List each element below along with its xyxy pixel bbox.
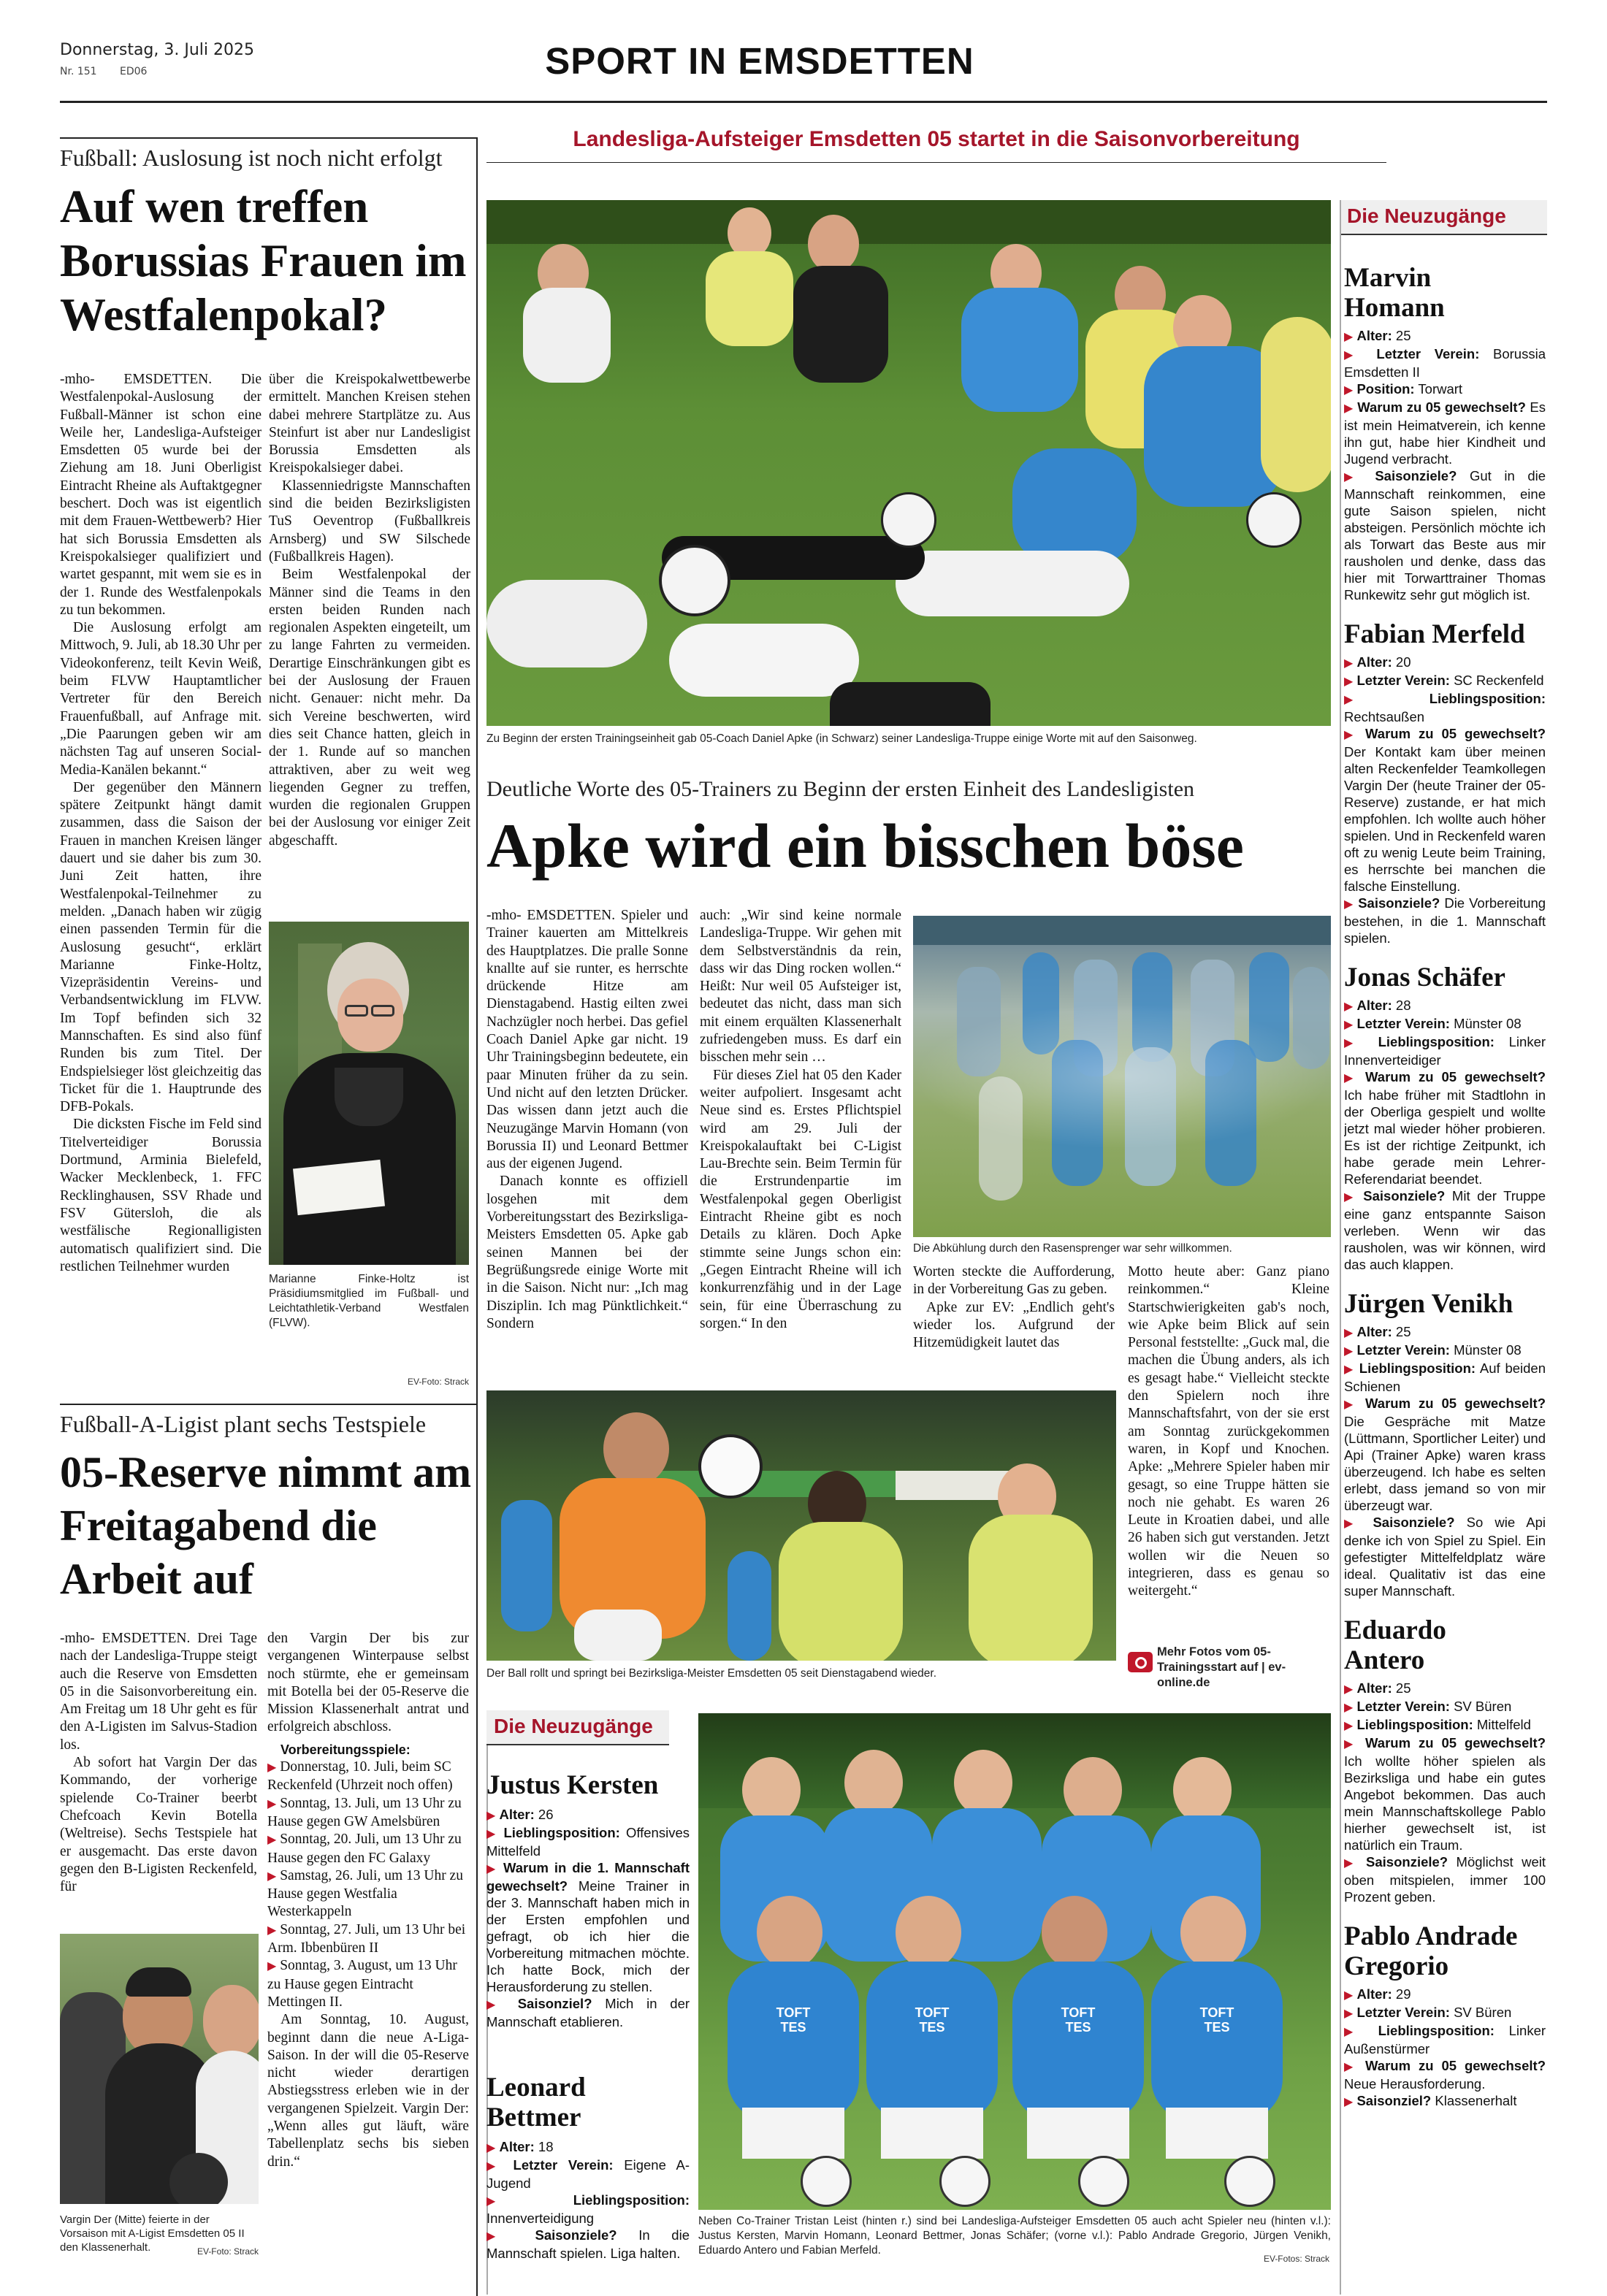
- shirt-sponsor: TOFT TES: [915, 2005, 950, 2035]
- paragraph: Beim Westfalenpokal der Männer sind die Teams in den ersten beiden Runden nach regionalen Aspekten eingeteilt, um zu lange Fahrten zu vermeiden. Derartige Einschränkungen gibt es bei der Auslosung der Frauen nicht. Genauer: nicht mehr. Da sich Vereine beschwerten, wird dies seit Chance hatten, gleich in der 1. Runde auf so manchen attraktiven, aber zu weit weg liegenden Gegner zu treffen, wurden die regionalen Gruppen bei der Auslosung vor einiger Zeit abgeschafft.: [269, 567, 470, 849]
- schedule-item: ▶ Sonntag, 20. Juli, um 13 Uhr zu Hause gegen den FC Galaxy: [267, 1832, 462, 1866]
- bullet-icon: ▶: [267, 1924, 277, 1937]
- reserve-col1: [60, 1630, 257, 1925]
- bullet-icon: ▶: [267, 1870, 277, 1883]
- ball-photo: [486, 1390, 1116, 1661]
- schedule-item: ▶ Sonntag, 13. Juli, um 13 Uhr zu Hause gegen GW Amelsbüren: [267, 1795, 462, 1829]
- team-photo: [698, 1713, 1331, 2210]
- main-col1: [486, 907, 688, 1389]
- schedule-title: Vorbereitungsspiele:: [280, 1742, 411, 1757]
- vargin-der-credit: EV-Foto: Strack: [196, 2246, 259, 2257]
- player-antero: Eduardo Antero ▶ Alter: 25 ▶ Letzter Verein: SV Büren ▶ Lieblingsposition: Mittelfeld ▶ Warum zu 05 gewechselt? Ich wollte höher spielen als Bezirksliga und habe ein gutes Angebot bekommen. Das auch mein Mannschaftskollege Pablo hierher gewechselt ist, ist natürlich ein Traum. ▶ Saisonziele? Möglichst weit oben mitspielen, immer 100 Prozent geben.: [1344, 1615, 1546, 1905]
- schedule-list: [267, 1759, 469, 2011]
- right-neuzugaenge-header: Die Neuzugänge: [1341, 200, 1547, 235]
- paragraph: -mho- EMSDETTEN. Drei Tage nach der Landesliga-Truppe steigt auch die Reserve von Emsdetten 05 in die Saisonvorbereitung ein. Am Freitag um 18 Uhr geht es für den A-Ligisten im Salvus-Stadion los.: [60, 1631, 257, 1753]
- schedule-item: ▶ Donnerstag, 10. Juli, beim SC Reckenfeld (Uhrzeit noch offen): [267, 1759, 453, 1794]
- paragraph: Ab sofort hat Vargin Der das Kommando, der vorherige spielende Co-Trainer beerbt Chefcoach Kevin Botella (Weltreise). Sechs Testspiele hat er ausgemacht. Das erste davon gegen den B-Ligisten Reckenfeld, für: [60, 1755, 257, 1895]
- paragraph: auch: „Wir sind keine normale Landesliga-Truppe. Wir gehen mit dem Selbstverständnis da rein, dass wir das Ding rocken wollen.“ Heißt: Nur weil 05 Aufsteiger ist, bedeutet das nicht, dass man sich mit einem erquälten Klassenerhalt zufriedengeben muss. Es darf ein bisschen mehr sein …: [700, 908, 901, 1065]
- masthead-issue: Nr. 151: [60, 66, 97, 77]
- player-andrade-gregorio: Pablo Andrade Gregorio ▶ Alter: 29 ▶ Letzter Verein: SV Büren ▶ Lieblingsposition: Linker Außenstürmer ▶ Warum zu 05 gewechselt? Neue Herausforderung. ▶ Saisonziel? Klassenerhalt: [1344, 1921, 1546, 2108]
- reserve-top-rule: [60, 1404, 476, 1405]
- mid-player-bettmer: Leonard Bettmer ▶ Alter: 18 ▶ Letzter Verein: Eigene A-Jugend ▶ Lieblingsposition: Innenverteidigung ▶ Saisonziele? In die Mannschaft spielen. Liga halten.: [486, 2073, 690, 2261]
- reserve-col2: [267, 1630, 469, 2171]
- paragraph: Am Sonntag, 10. August, beginnt dann die neue A-Liga-Saison. In der will die 05-Reserve nicht wieder derartigen Abstiegsstress erleben wie in der vergangenen Spielzeit. Vargin Der: „Wenn alles gut läuft, wäre Tabellenplatz sechs bis sieben drin.“: [267, 2012, 469, 2170]
- paragraph: -mho- EMSDETTEN. Spieler und Trainer kauerten am Mittelkreis des Hauptplatzes. Die pralle Sonne knallte auf sie runter, es herrschte drückende Hitze am Dienstagabend. Hastig eilten zwei Nachzügler noch herbei. Das gefiel Coach Daniel Apke gar nicht. 19 Uhr Trainingsbeginn bedeutete, ein paar Minuten früher da zu sein. Und nicht auf den letzten Drücker. Das wissen dann jetzt auch die Neuzugänge Marvin Homann (von Borussia II) und Leonard Bettmer aus der eigenen Jugend.: [486, 908, 688, 1172]
- right-player-list: [1344, 263, 1546, 2293]
- more-photos-link[interactable]: Mehr Fotos vom 05-Trainingsstart auf | ev-online.de: [1157, 1645, 1286, 1689]
- shirt-sponsor: TOFT TES: [776, 2005, 811, 2035]
- paragraph: Danach konnte es offiziell losgehen mit dem Vorbereitungsstart des Bezirksliga-Meisters Emsdetten 05. Apke gab seinen Mannen bei der Begrüßungsrede einige Worte mit in die Saison. Nicht nur: „Ich mag Disziplin. Ich mag Pünktlichkeit.“ Sondern: [486, 1174, 688, 1331]
- left-col2: [269, 371, 470, 911]
- main-col3: [913, 1263, 1115, 1388]
- paragraph: Apke zur EV: „Endlich geht's wieder los. Aufgrund der Hitzemüdigkeit lautet das: [913, 1299, 1115, 1351]
- left-top-rule: [60, 137, 476, 139]
- finke-holtz-photo: [269, 922, 469, 1265]
- right-box-border: [1340, 200, 1341, 2295]
- huddle-caption: Zu Beginn der ersten Trainingseinheit gab 05-Coach Daniel Apke (in Schwarz) seiner Landesliga-Truppe einige Worte mit auf den Saisonweg.: [486, 732, 1197, 745]
- banner-rule: [486, 162, 1386, 163]
- reserve-kicker: Fußball-A-Ligist plant sechs Testspiele: [60, 1411, 427, 1437]
- masthead-edition: ED06: [120, 66, 148, 77]
- mid-player-kersten: Justus Kersten ▶ Alter: 26 ▶ Lieblingsposition: Offensives Mittelfeld ▶ Warum in die 1. Mannschaft gewechselt? Meine Trainer in der 3. Mannschaft haben mich in der Ersten empfohlen und gefragt, ob ich hier die Vorbereitung mitmachen möchte. Ich hatte Bock, mich der Herausforderung zu stellen. ▶ Saisonziel? Mich in der Mannschaft etablieren.: [486, 1770, 690, 2029]
- paragraph: Die Auslosung erfolgt am Mittwoch, 9. Juli, ab 18.30 Uhr per Videokonferenz, teilt Kevin Weiß, beim FLVW Hauptamtlicher Vertreter für den Bereich Frauenfußball, auf Anfrage mit. „Die Paarungen geben wir am nächsten Tag auf unseren Social-Media-Kanälen bekannt.“: [60, 620, 262, 778]
- paragraph: Die dicksten Fische im Feld sind Titelverteidiger Borussia Dortmund, Arminia Bielefeld, Wacker Mecklenbeck, 1. FFC Recklinghausen, SSV Rhade und FSV Gütersloh, die als westfälische Regionalligisten automatisch qualifiziert sind. Die restlichen Teilnehmer wurden: [60, 1117, 262, 1274]
- main-col4: [1128, 1263, 1329, 1650]
- bullet-icon: ▶: [267, 1960, 277, 1973]
- left-col1: [60, 371, 262, 1389]
- player-schaefer: Jonas Schäfer ▶ Alter: 28 ▶ Letzter Verein: Münster 08 ▶ Lieblingsposition: Linker Innenverteidiger ▶ Warum zu 05 gewechselt? Ich habe früher mit Stadtlohn in der Oberliga gespielt und wollte jetzt mal wieder höher probieren. Es ist der richtige Zeitpunkt, ich habe gerade mein Lehrer-Referendariat beendet. ▶ Saisonziele? Mit der Truppe eine ganz entspannte Saison verleben. Wenn wir das rausholen, was wir können, wird das auch klappen.: [1344, 963, 1546, 1272]
- ball-caption: Der Ball rollt und springt bei Bezirksliga-Meister Emsdetten 05 seit Dienstagabend wieder.: [486, 1667, 936, 1680]
- player-merfeld: Fabian Merfeld ▶ Alter: 20 ▶ Letzter Verein: SC Reckenfeld ▶ Lieblingsposition: Rechtsaußen ▶ Warum zu 05 gewechselt? Der Kontakt kam über meinen alten Reckenfelder Teamkollegen Vargin Der (heute Trainer der 05-Reserve) zustande, er hat mich empfohlen. Ich wollte auch höher spielen. Und in Reckenfeld waren oft zu wenig Leute beim Training, es herrschte bei manchen die falsche Einstellung. ▶ Saisonziele? Die Vorbereitung bestehen, in die 1. Mannschaft spielen.: [1344, 619, 1546, 946]
- left-column-divider: [476, 137, 478, 2296]
- schedule-item: ▶ Sonntag, 27. Juli, um 13 Uhr bei Arm. Ibbenbüren II: [267, 1921, 466, 1956]
- section-title: SPORT IN EMSDETTEN: [545, 40, 974, 82]
- paragraph: Worten steckte die Aufforderung, in der Vorbereitung Gas zu geben.: [913, 1264, 1115, 1298]
- masthead-rule: [60, 101, 1547, 103]
- left-kicker: Fußball: Auslosung ist noch nicht erfolgt: [60, 145, 443, 171]
- sprinkler-caption: Die Abkühlung durch den Rasensprenger war sehr willkommen.: [913, 1242, 1232, 1255]
- player-homann: Marvin Homann ▶ Alter: 25 ▶ Letzter Verein: Borussia Emsdetten II ▶ Position: Torwart ▶ Warum zu 05 gewechselt? Es ist mein Heimatverein, ich kenne ihn gut, habe hier Kindheit und Jugend verbracht. ▶ Saisonziele? Gut in die Mannschaft reinkommen, eine gute Saison spielen, nicht absteigen. Persönlich möchte ich als Torwart das Beste aus mir rausholen und denke, dass das hier mit Torwarttrainer Thomas Runkewitz sehr gut möglich ist.: [1344, 263, 1546, 602]
- banner-headline: Landesliga-Aufsteiger Emsdetten 05 startet in die Saisonvorbereitung: [573, 127, 1300, 151]
- main-headline: Apke wird ein bisschen böse: [486, 811, 1244, 881]
- schedule-item: ▶ Sonntag, 3. August, um 13 Uhr zu Hause gegen Eintracht Mettingen II.: [267, 1958, 457, 2010]
- paragraph: Der gegenüber den Männern spätere Zeitpunkt hängt damit zusammen, dass die Saison der Frauen in manchen Kreisen länger dauert und sie daher bis zum 30. Juni Zeit hatten, ihre Westfalenpokal-Teilnehmer zu melden. „Danach haben wir zügig einen passenden Termin für die Auslosung gesucht“, erklärt Marianne Finke-Holtz, Vizepräsidentin Vereins- und Verbandsentwicklung im FLVW. Im Topf befinden sich 32 Mannschaften. Es sind also fünf Runden bis zum Titel. Der Endspielsieger löst gleichzeitig das Ticket für die 1. Hauptrunde des DFB-Pokals.: [60, 779, 262, 1115]
- schedule-item: ▶ Samstag, 26. Juli, um 13 Uhr zu Hause gegen Westfalia Westerkappeln: [267, 1867, 463, 1920]
- mid-neuzugaenge-header: Die Neuzugänge: [486, 1710, 669, 1745]
- paragraph: Klassenniedrigste Mannschaften sind die beiden Bezirksligisten TuS Oeventrop (Fußballkreis Arnsberg) und SW Silschede (Fußballkreis Hagen).: [269, 478, 470, 565]
- bullet-icon: ▶: [267, 1834, 277, 1847]
- main-col2: [700, 907, 901, 1389]
- paragraph: -mho- EMSDETTEN. Die Westfalenpokal-Auslosung der Fußball-Männer ist schon eine Weile her, Landesliga-Aufsteiger Emsdetten 05 wurde bei der Ziehung am 18. Juni Oberligist Eintracht Rheine als Auftaktgegner beschert. Doch was ist eigentlich mit dem Frauen-Wettbewerb? Hier hat sich Borussia Emsdetten als Kreispokalsieger qualifiziert und wartet gespannt, mit wem sie es in der 1. Runde des Westfalenpokals zu tun bekommen.: [60, 372, 262, 618]
- paragraph: Motto heute aber: Ganz piano reinkommen.“ Kleine Startschwierigkeiten gab's noch, wie Apke beim Blick auf sein Personal feststellte: „Guck mal, die machen die Übung anders, als ich es gesagt habe.“ Vielleicht steckte den Spielern noch ihre Mannschaftsfahrt, von der sie erst am Sonntag zurückgekommen waren, in Kopf und Knochen. Apke: „Mehrere Spieler haben mir gesagt, so eine Truppe hätten sie noch nie gehabt. Es waren 26 Leute in Kroatien dabei, und alle 26 haben sich gut verstanden. Jetzt wollen wir die Neuen so integrieren, dass es genau so weitergeht.“: [1128, 1264, 1329, 1599]
- sprinkler-photo: [913, 916, 1331, 1237]
- paragraph: über die Kreispokalwettbewerbe ermittelt. Manchen Kreisen stehen dabei mehrere Startplätze zu. Aus Steinfurt ist aber nur Landesligist Borussia Emsdetten als Kreispokalsieger dabei.: [269, 372, 470, 476]
- bullet-icon: ▶: [267, 1797, 277, 1810]
- finke-holtz-credit: EV-Foto: Strack: [407, 1377, 469, 1387]
- training-huddle-photo: [486, 200, 1331, 726]
- bullet-icon: ▶: [267, 1761, 277, 1775]
- vargin-der-photo: [60, 1934, 259, 2204]
- team-credit: EV-Fotos: Strack: [1263, 2254, 1329, 2264]
- vargin-der-caption: Vargin Der (Mitte) feierte in der Vorsaison mit A-Ligist Emsdetten 05 II den Klassenerhalt.: [60, 2213, 245, 2254]
- team-caption: Neben Co-Trainer Tristan Leist (hinten r.) sind bei Landesliga-Aufsteiger Emsdetten 05 auch acht Spieler neu (hinten v.l.): Justus Kersten, Marvin Homann, Leonard Bettmer, Jonas Schäfer; (vorne v.l.): Pablo Andrade Gregorio, Jürgen Venikh, Eduardo Antero und Fabian Merfeld.: [698, 2215, 1331, 2257]
- paragraph: den Vargin Der bis zur vergangenen Winterpause selbst noch stürmte, ehe er gemeinsam mit Botella bei der 05-Reserve die Mission Klassenerhalt antrat und erfolgreich abschloss.: [267, 1631, 469, 1735]
- shirt-sponsor: TOFT TES: [1061, 2005, 1096, 2035]
- paragraph: Für dieses Ziel hat 05 den Kader weiter aufpoliert. Insgesamt acht Neue sind es. Erstes Pflichtspiel wird am 29. Juli der Kreispokalauftakt bei C-Ligist Lau-Brechte sein. Beim Termin für die Erstrundenpartie im Westfalenpokal gegen Oberligist Eintracht Rheine gibt es noch Details zu klären. Doch Apke stimmte seine Jungs schon ein: „Gegen Eintracht Rheine will ich konkurrenzfähig und in der Lage sein, für eine Überraschung zu sorgen.“ In den: [700, 1067, 901, 1331]
- player-venikh: Jürgen Venikh ▶ Alter: 25 ▶ Letzter Verein: Münster 08 ▶ Lieblingsposition: Auf beiden Schienen ▶ Warum zu 05 gewechselt? Die Gespräche mit Matze (Lüttmann, Sportlicher Leiter) und Api (Trainer Apke) waren krass überzeugend. Ich habe es selten erlebt, dass jemand so von mir überzeugt war. ▶ Saisonziele? So wie Api denke ich von Spiel zu Spiel. Ein gefestigter Mittelfeldplatz wäre ideal. Qualitativ ist das eine super Mannschaft.: [1344, 1289, 1546, 1599]
- left-headline: Auf wen treffen Borussias Frauen im Westfalenpokal?: [60, 181, 467, 340]
- main-kicker: Deutliche Worte des 05-Trainers zu Beginn der ersten Einheit des Landesligisten: [486, 777, 1195, 801]
- masthead-date: Donnerstag, 3. Juli 2025: [60, 41, 255, 59]
- reserve-headline: 05-Reserve nimmt am Freitagabend die Arbeit auf: [60, 1448, 472, 1603]
- shirt-sponsor: TOFT TES: [1199, 2005, 1234, 2035]
- camera-icon: [1128, 1652, 1153, 1672]
- finke-holtz-caption: Marianne Finke-Holtz ist Präsidiumsmitglied im Fußball- und Leichtathletik-Verband Westfalen (FLVW).: [269, 1273, 469, 1329]
